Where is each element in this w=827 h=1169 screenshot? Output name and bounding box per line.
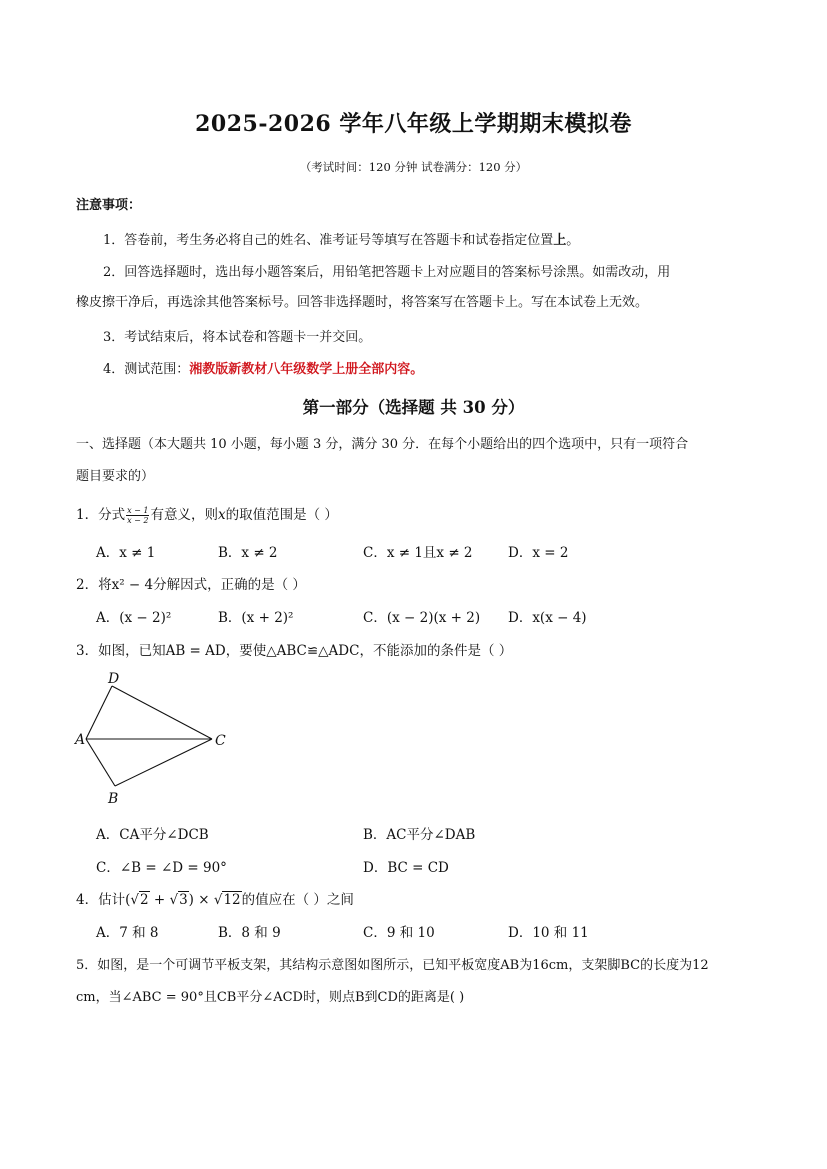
q3-option-d[interactable]: D．BC = CD [363,860,449,876]
question-5-line1: 5．如图，是一个可调节平板支架，其结构示意图如图所示，已知平板宽度AB为16cm，支架脚BC的长度为12 [76,958,709,973]
section-instruction-line2: 题目要求的） [76,469,155,484]
question-1: 1．分式 $\frac{x - 1}{x - 2}$ 有意义，则x的取值范围是（ ） [76,506,338,525]
label-d: D [108,671,120,687]
fraction: $\frac{x - 1}{x - 2}$ [127,506,149,525]
q1-option-c[interactable]: C．x ≠ 1且x ≠ 2 [363,545,473,561]
question-3: 3．如图，已知AB = AD，要使△ABC≌△ADC，不能添加的条件是（ ） [76,643,513,659]
notice-item-3: 3．考试结束后，将本试卷和答题卡一并交回。 [103,330,372,345]
section-instruction-line1: 一、选择题（本大题共 10 小题，每小题 3 分，满分 30 分．在每个小题给出的四个选项中，只有一项符合 [76,437,689,452]
label-b: B [108,791,119,807]
q2-option-c[interactable]: C．(x − 2)(x + 2) [363,610,481,626]
segment-ab [86,739,115,786]
exam-info: （考试时间：120 分钟 试卷满分：120 分） [299,160,528,174]
part-one-title: 第一部分（选择题 共 30 分） [302,398,525,417]
q4-option-a[interactable]: A．7 和 8 [96,925,159,941]
segment-ad [86,686,112,739]
q3-option-a[interactable]: A．CA平分∠DCB [96,827,209,843]
figure-lines [86,686,212,786]
q2-option-d[interactable]: D．x(x − 4) [508,610,587,626]
q4-option-c[interactable]: C．9 和 10 [363,925,435,941]
notice-item-1: 1．答卷前，考生务必将自己的姓名、准考证号等填写在答题卡和试卷指定位置上。 [103,233,580,248]
q3-option-b[interactable]: B．AC平分∠DAB [363,827,476,843]
q2-option-a[interactable]: A．(x − 2)² [96,610,172,626]
test-scope: 湘教版新教材八年级数学上册全部内容。 [189,362,424,377]
q4-option-b[interactable]: B．8 和 9 [218,925,281,941]
q4-option-d[interactable]: D．10 和 11 [508,925,589,941]
q1-option-d[interactable]: D．x = 2 [508,545,569,561]
label-c: C [215,733,226,749]
q1-option-a[interactable]: A．x ≠ 1 [96,545,156,561]
q3-option-c[interactable]: C．∠B = ∠D = 90° [96,860,227,876]
q2-option-b[interactable]: B．(x + 2)² [218,610,294,626]
segment-bc [115,739,212,786]
quadrilateral-figure [70,665,240,810]
question-5-line2: cm，当∠ABC = 90°且CB平分∠ACD时，则点B到CD的距离是( ) [76,990,465,1005]
notice-item-4: 4．测试范围：湘教版新教材八年级数学上册全部内容。 [103,362,424,377]
notice-item-2-line1: 2．回答选择题时，选出每小题答案后，用铅笔把答题卡上对应题目的答案标号涂黑。如需改动，用 [103,265,671,280]
label-a: A [75,732,86,748]
page-title: 2025-2026 学年八年级上学期期末模拟卷 [195,111,632,137]
notice-heading: 注意事项： [76,198,142,213]
notice-item-2-line2: 橡皮擦干净后，再选涂其他答案标号。回答非选择题时，将答案写在答题卡上。写在本试卷上无效。 [76,295,649,310]
q1-option-b[interactable]: B．x ≠ 2 [218,545,278,561]
segment-dc [112,686,212,739]
question-2: 2．将x² − 4分解因式，正确的是（ ） [76,577,306,593]
question-4: 4．估计(√2 + √3) × √12的值应在（ ）之间 [76,892,354,908]
